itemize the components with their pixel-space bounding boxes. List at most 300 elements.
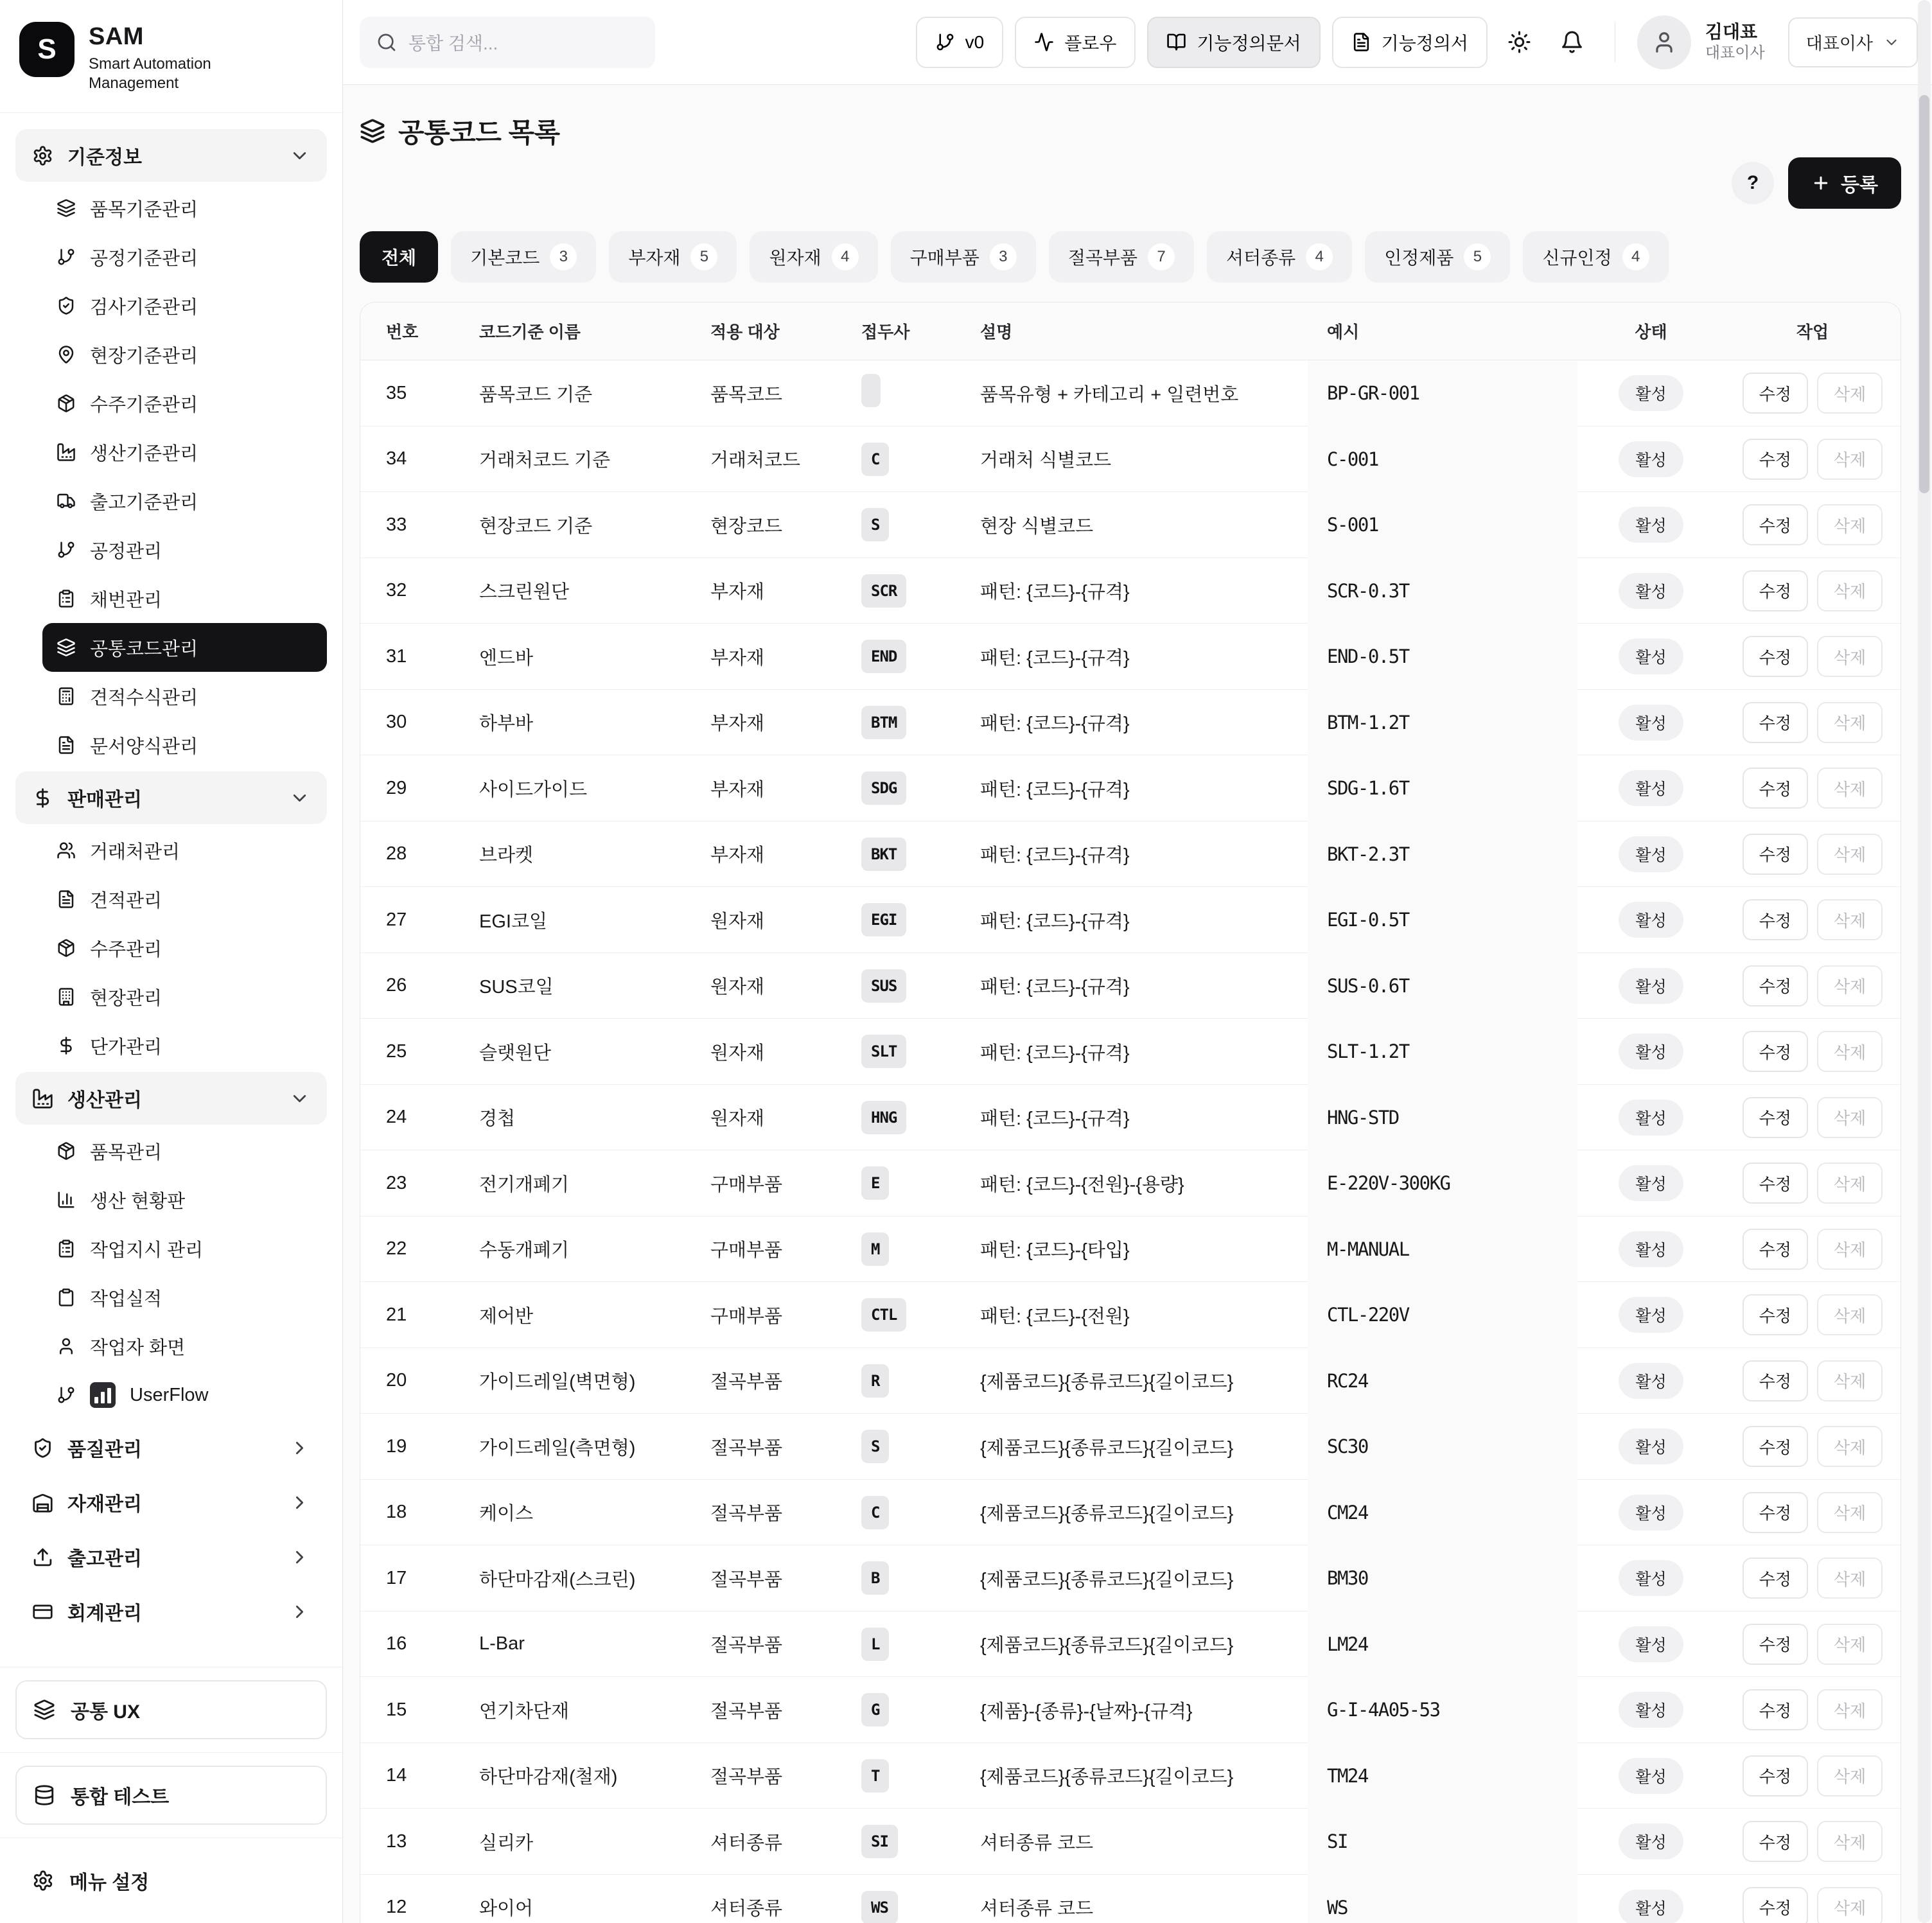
cell-name: 엔드바 — [479, 647, 534, 669]
git-branch-icon — [57, 1385, 76, 1405]
cell-prefix — [861, 1101, 980, 1134]
delete-button[interactable]: 삭제 — [1817, 1163, 1883, 1204]
sidebar-item[interactable] — [42, 574, 327, 623]
truck-icon — [57, 491, 76, 511]
app-title: SAM — [89, 23, 144, 50]
filter-chip[interactable] — [451, 231, 596, 283]
chip-count-badge: 4 — [832, 243, 859, 270]
cell-actions — [1735, 702, 1901, 743]
sidebar-item-label: 거래처관리 — [90, 841, 180, 863]
cell-status — [1577, 1823, 1735, 1859]
cell-description: {제품}-{종류}-{날짜}-{규격} — [980, 1701, 1193, 1722]
filter-chip-label: 원자재 — [769, 248, 821, 268]
table-row — [360, 426, 1901, 493]
status-badge: 활성 — [1619, 705, 1683, 741]
edit-button[interactable]: 수정 — [1743, 834, 1808, 875]
sidebar-item[interactable] — [42, 826, 327, 875]
prefix-badge: S — [861, 508, 889, 541]
cell-prefix — [861, 374, 980, 412]
sidebar-footer-label: 공통 UX — [71, 1701, 140, 1723]
sidebar-footer-item[interactable] — [15, 1680, 327, 1739]
status-badge: 활성 — [1619, 1297, 1683, 1333]
filter-chip[interactable] — [891, 231, 1036, 283]
git-branch-icon — [935, 32, 955, 52]
page-title: 공통코드 목록 — [398, 118, 560, 148]
sidebar-item[interactable] — [42, 428, 327, 477]
cell-example: WS — [1308, 1875, 1577, 1923]
cell-actions — [1735, 1426, 1901, 1467]
prefix-badge: WS — [861, 1891, 898, 1923]
prefix-badge: L — [861, 1628, 889, 1661]
cell-no: 16 — [386, 1633, 407, 1655]
cell-status — [1577, 968, 1735, 1004]
cell-actions — [1735, 439, 1901, 480]
sidebar-item[interactable] — [42, 1021, 327, 1070]
layers-icon — [33, 1699, 55, 1721]
common-code-table — [360, 302, 1901, 1923]
sidebar-item[interactable] — [42, 233, 327, 281]
edit-button[interactable]: 수정 — [1743, 1163, 1808, 1204]
delete-button[interactable]: 삭제 — [1817, 899, 1883, 940]
factory-icon — [32, 1088, 53, 1109]
clipboard-icon — [57, 1288, 76, 1307]
topbar-button[interactable] — [1332, 17, 1488, 68]
cell-no: 21 — [386, 1304, 407, 1325]
delete-button[interactable]: 삭제 — [1817, 1689, 1883, 1730]
cell-actions — [1735, 570, 1901, 611]
sidebar-item-label: 수주관리 — [90, 939, 162, 960]
edit-button[interactable]: 수정 — [1743, 1755, 1808, 1796]
cell-description: 패턴: {코드}-{규격} — [980, 1042, 1130, 1064]
table-row — [360, 755, 1901, 821]
cell-target: 절곡부품 — [710, 1437, 783, 1459]
clipboard-list-icon — [57, 1239, 76, 1258]
bell-icon — [1560, 30, 1584, 54]
edit-button[interactable]: 수정 — [1743, 1689, 1808, 1730]
prefix-badge: BTM — [861, 706, 906, 739]
cell-prefix — [861, 1693, 980, 1726]
cell-name: 사이드가이드 — [479, 779, 588, 800]
filter-chip[interactable] — [609, 231, 737, 283]
sidebar-group[interactable] — [15, 1072, 327, 1125]
cell-example: HNG-STD — [1308, 1085, 1577, 1151]
edit-button[interactable]: 수정 — [1743, 702, 1808, 743]
sidebar-item[interactable] — [42, 1127, 327, 1175]
sidebar-item[interactable] — [42, 1175, 327, 1224]
cell-example: SUS-0.6T — [1308, 953, 1577, 1019]
chip-count-badge: 3 — [990, 243, 1017, 270]
cell-description: 패턴: {코드}-{규격} — [980, 1109, 1130, 1130]
theme-toggle-button[interactable] — [1499, 22, 1540, 63]
sidebar-item-label: 작업실적 — [90, 1288, 162, 1310]
cell-no: 20 — [386, 1370, 407, 1391]
edit-button[interactable]: 수정 — [1743, 1887, 1808, 1923]
cell-target: 셔터종류 — [710, 1899, 783, 1920]
delete-button[interactable]: 삭제 — [1817, 1887, 1883, 1923]
cell-prefix — [861, 574, 980, 608]
edit-button[interactable]: 수정 — [1743, 439, 1808, 480]
topbar-button-label: 플로우 — [1064, 33, 1117, 53]
book-open-icon — [1166, 32, 1186, 52]
sidebar-item[interactable] — [42, 623, 327, 672]
cell-status — [1577, 705, 1735, 741]
delete-button[interactable]: 삭제 — [1817, 1492, 1883, 1533]
cell-status — [1577, 1297, 1735, 1333]
table-row — [360, 1743, 1901, 1809]
edit-button[interactable]: 수정 — [1743, 1031, 1808, 1072]
table-header — [360, 303, 1901, 360]
topbar-button[interactable] — [1147, 17, 1320, 68]
dollar-icon — [32, 787, 53, 809]
shield-check-icon — [57, 296, 76, 315]
edit-button[interactable]: 수정 — [1743, 1624, 1808, 1665]
sidebar-item-label: 회계관리 — [67, 1603, 142, 1624]
sidebar-item-label: 검사기준관리 — [90, 297, 198, 318]
cell-prefix — [861, 969, 980, 1003]
topbar-button[interactable] — [916, 17, 1004, 68]
delete-button[interactable]: 삭제 — [1817, 1229, 1883, 1270]
edit-button[interactable]: 수정 — [1743, 373, 1808, 414]
chevron-down-icon — [289, 1088, 310, 1109]
cell-target: 원자재 — [710, 1042, 765, 1064]
avatar[interactable] — [1637, 15, 1691, 69]
status-badge: 활성 — [1619, 1560, 1683, 1596]
sidebar-item[interactable] — [42, 1322, 327, 1371]
delete-button[interactable]: 삭제 — [1817, 439, 1883, 480]
delete-button[interactable]: 삭제 — [1817, 1097, 1883, 1138]
main-area — [343, 0, 1932, 1923]
sidebar-item[interactable] — [42, 1273, 327, 1322]
cell-target: 부자재 — [710, 779, 765, 800]
table-row — [360, 558, 1901, 624]
cell-status — [1577, 507, 1735, 543]
chevron-down-icon — [1883, 34, 1900, 51]
prefix-badge: BKT — [861, 838, 906, 871]
file-text-icon — [57, 735, 76, 755]
edit-button[interactable]: 수정 — [1743, 1294, 1808, 1335]
sidebar-item[interactable] — [42, 672, 327, 721]
cell-target: 셔터종류 — [710, 1832, 783, 1854]
topbar-button[interactable] — [1015, 17, 1136, 68]
layers-icon — [360, 118, 385, 144]
delete-button[interactable]: 삭제 — [1817, 1360, 1883, 1401]
shield-check-icon — [32, 1437, 53, 1459]
notifications-button[interactable] — [1552, 22, 1593, 63]
clipboard-list-icon — [57, 589, 76, 608]
sidebar-group[interactable] — [15, 1421, 327, 1474]
chevron-right-icon — [289, 1547, 310, 1568]
app-logo — [0, 0, 342, 113]
delete-button[interactable]: 삭제 — [1817, 636, 1883, 677]
cell-example: SC30 — [1308, 1414, 1577, 1480]
sidebar-item-label: 품목기준관리 — [90, 199, 198, 220]
cell-status — [1577, 1428, 1735, 1464]
cell-example: SLT-1.2T — [1308, 1019, 1577, 1085]
prefix-badge: SLT — [861, 1035, 906, 1068]
cell-prefix — [861, 903, 980, 936]
cell-example: BTM-1.2T — [1308, 690, 1577, 756]
cell-no: 19 — [386, 1436, 407, 1457]
sidebar-group[interactable] — [15, 771, 327, 824]
status-badge: 활성 — [1619, 1363, 1683, 1399]
sidebar-footer-label: 메뉴 설정 — [69, 1872, 150, 1893]
cell-status — [1577, 1692, 1735, 1728]
delete-button[interactable]: 삭제 — [1817, 768, 1883, 809]
sidebar-item[interactable] — [42, 924, 327, 972]
cell-name: 와이어 — [479, 1899, 534, 1920]
sidebar-item[interactable] — [42, 330, 327, 379]
cell-status — [1577, 902, 1735, 938]
sidebar-item[interactable] — [42, 379, 327, 428]
cell-actions — [1735, 1689, 1901, 1730]
cell-name: 스크린원단 — [479, 582, 570, 603]
cell-name: 거래처코드 기준 — [479, 450, 611, 471]
delete-button[interactable]: 삭제 — [1817, 1031, 1883, 1072]
cell-name: 하부바 — [479, 714, 534, 735]
delete-button[interactable]: 삭제 — [1817, 965, 1883, 1006]
status-badge: 활성 — [1619, 770, 1683, 806]
delete-button[interactable]: 삭제 — [1817, 1294, 1883, 1335]
sidebar-item-label: 현장관리 — [90, 988, 162, 1009]
help-button[interactable]: ? — [1732, 162, 1774, 204]
sidebar-footer-item[interactable] — [15, 1766, 327, 1825]
edit-button[interactable]: 수정 — [1743, 1821, 1808, 1862]
cell-example: SCR-0.3T — [1308, 558, 1577, 624]
delete-button[interactable]: 삭제 — [1817, 570, 1883, 611]
cell-no: 25 — [386, 1041, 407, 1062]
search-input[interactable] — [360, 17, 655, 68]
cell-target: 부자재 — [710, 647, 765, 669]
chip-count-badge: 3 — [550, 243, 577, 270]
cell-example: E-220V-300KG — [1308, 1150, 1577, 1216]
filter-chip[interactable] — [750, 231, 877, 283]
cell-no: 22 — [386, 1238, 407, 1260]
cell-no: 12 — [386, 1897, 407, 1918]
layers-icon — [57, 638, 76, 657]
cell-target: 절곡부품 — [710, 1701, 783, 1722]
prefix-badge: C — [861, 1496, 889, 1529]
filter-chip-label: 부자재 — [628, 248, 681, 268]
cell-example: CM24 — [1308, 1480, 1577, 1546]
filter-chip[interactable] — [1365, 231, 1510, 283]
prefix-badge: SDG — [861, 771, 906, 805]
status-badge: 활성 — [1619, 1626, 1683, 1662]
git-branch-icon — [57, 247, 76, 267]
column-header: 적용 대상 — [710, 322, 780, 342]
sidebar-group[interactable] — [15, 129, 327, 182]
edit-button[interactable]: 수정 — [1743, 636, 1808, 677]
topbar — [343, 0, 1932, 85]
register-label: 등록 — [1841, 175, 1878, 196]
cell-example: CTL-220V — [1308, 1282, 1577, 1348]
prefix-badge: CTL — [861, 1298, 906, 1331]
edit-button[interactable]: 수정 — [1743, 504, 1808, 545]
cell-actions — [1735, 834, 1901, 875]
filter-chip-label: 인정제품 — [1384, 248, 1454, 268]
filter-chip[interactable] — [1049, 231, 1194, 283]
cell-description: {제품코드}{종류코드}{길이코드} — [980, 1504, 1234, 1525]
edit-button[interactable]: 수정 — [1743, 965, 1808, 1006]
cell-description: 패턴: {코드}-{전원} — [980, 1306, 1130, 1327]
sidebar-item-label: 단가관리 — [90, 1037, 162, 1058]
cell-no: 33 — [386, 514, 407, 535]
cell-description: {제품코드}{종류코드}{길이코드} — [980, 1437, 1234, 1459]
sidebar-item-label: 수주기준관리 — [90, 394, 198, 416]
cell-prefix — [861, 1233, 980, 1266]
cell-prefix — [861, 706, 980, 739]
cell-actions — [1735, 1624, 1901, 1665]
cell-actions — [1735, 1558, 1901, 1599]
column-header: 코드기준 이름 — [479, 322, 581, 342]
sidebar-item[interactable] — [42, 184, 327, 233]
cell-prefix — [861, 1035, 980, 1068]
edit-button[interactable]: 수정 — [1743, 1558, 1808, 1599]
cell-example: G-I-4A05-53 — [1308, 1677, 1577, 1743]
status-badge: 활성 — [1619, 1165, 1683, 1201]
table-row — [360, 1150, 1901, 1216]
filter-chip[interactable] — [1523, 231, 1668, 283]
edit-button[interactable]: 수정 — [1743, 899, 1808, 940]
delete-button[interactable]: 삭제 — [1817, 834, 1883, 875]
delete-button[interactable]: 삭제 — [1817, 1821, 1883, 1862]
filter-chip[interactable] — [1207, 231, 1352, 283]
scrollbar-thumb[interactable] — [1919, 95, 1929, 493]
table-row — [360, 887, 1901, 953]
cell-name: 하단마감재(철재) — [479, 1767, 618, 1788]
cell-description: 패턴: {코드}-{규격} — [980, 845, 1130, 866]
sidebar-item-label: 채번관리 — [90, 590, 162, 611]
register-button[interactable] — [1788, 157, 1901, 209]
cell-description: 패턴: {코드}-{규격} — [980, 977, 1130, 998]
cell-target: 구매부품 — [710, 1306, 783, 1327]
edit-button[interactable]: 수정 — [1743, 1097, 1808, 1138]
column-header: 예시 — [1327, 322, 1360, 342]
table-row — [360, 360, 1901, 426]
cell-prefix — [861, 1825, 980, 1858]
database-icon — [33, 1784, 55, 1806]
cell-no: 27 — [386, 909, 407, 930]
cell-description: 패턴: {코드}-{규격} — [980, 582, 1130, 603]
filter-chip-label: 전체 — [382, 248, 417, 268]
sidebar-item[interactable] — [42, 875, 327, 924]
sidebar-item[interactable] — [42, 525, 327, 574]
status-badge: 활성 — [1619, 441, 1683, 477]
filter-chip-label: 절곡부품 — [1067, 248, 1138, 268]
cell-no: 24 — [386, 1107, 407, 1128]
sidebar-item-label: 생산 현황판 — [90, 1191, 186, 1212]
delete-button[interactable]: 삭제 — [1817, 373, 1883, 414]
cell-status — [1577, 836, 1735, 872]
prefix-badge: T — [861, 1759, 889, 1793]
sidebar-footer-section — [0, 1838, 342, 1923]
role-select[interactable] — [1788, 17, 1918, 67]
calculator-icon — [57, 687, 76, 706]
chip-count-badge: 7 — [1148, 243, 1175, 270]
cell-target: 절곡부품 — [710, 1504, 783, 1525]
cell-target: 부자재 — [710, 845, 765, 866]
cell-no: 34 — [386, 448, 407, 470]
user-name: 김대표 — [1705, 22, 1758, 42]
cell-actions — [1735, 636, 1901, 677]
sidebar-item-label: 출고관리 — [67, 1549, 142, 1570]
sidebar-item[interactable] — [42, 721, 327, 769]
filter-chip-label: 기본코드 — [470, 248, 540, 268]
sidebar-item-label: 견적수식관리 — [90, 687, 198, 708]
delete-button[interactable]: 삭제 — [1817, 1624, 1883, 1665]
status-badge: 활성 — [1619, 1033, 1683, 1069]
cell-status — [1577, 770, 1735, 806]
column-header: 번호 — [386, 322, 419, 342]
chevron-right-icon — [289, 1492, 310, 1513]
edit-button[interactable]: 수정 — [1743, 1492, 1808, 1533]
user-role: 대표이사 — [1705, 44, 1765, 62]
edit-button[interactable]: 수정 — [1743, 768, 1808, 809]
prefix-badge: G — [861, 1693, 889, 1726]
filter-chip[interactable] — [360, 231, 438, 283]
plus-icon — [1811, 173, 1831, 193]
prefix-badge: R — [861, 1364, 889, 1398]
app-subtitle: Smart Automation Management — [89, 55, 211, 92]
sidebar-item[interactable] — [42, 1371, 327, 1419]
cell-prefix — [861, 1496, 980, 1529]
cell-target: 원자재 — [710, 1109, 765, 1130]
sidebar-item-label: 기준정보 — [67, 147, 142, 168]
cell-status — [1577, 1165, 1735, 1201]
sidebar-footer-item[interactable] — [15, 1851, 327, 1910]
cell-actions — [1735, 1294, 1901, 1335]
sidebar-group[interactable] — [15, 1531, 327, 1583]
edit-button[interactable]: 수정 — [1743, 570, 1808, 611]
sidebar-item-label: UserFlow — [130, 1384, 209, 1405]
status-badge: 활성 — [1619, 902, 1683, 938]
cell-target: 절곡부품 — [710, 1635, 783, 1656]
edit-button[interactable]: 수정 — [1743, 1360, 1808, 1401]
table-row — [360, 1282, 1901, 1348]
cell-example: S-001 — [1308, 492, 1577, 558]
cell-actions — [1735, 1097, 1901, 1138]
delete-button[interactable]: 삭제 — [1817, 702, 1883, 743]
cell-description: 패턴: {코드}-{규격} — [980, 714, 1130, 735]
cell-no: 29 — [386, 777, 407, 798]
sidebar-item-label: 생산관리 — [67, 1090, 142, 1111]
cell-actions — [1735, 1360, 1901, 1401]
sidebar-item[interactable] — [42, 281, 327, 330]
cell-name: 현장코드 기준 — [479, 516, 593, 537]
sidebar-item[interactable] — [42, 1224, 327, 1273]
sidebar-item-label: 작업자 화면 — [90, 1337, 186, 1358]
sidebar-group[interactable] — [15, 1585, 327, 1638]
cell-description: 패턴: {코드}-{전원}-{용량} — [980, 1174, 1184, 1195]
cell-description: 셔터종류 코드 — [980, 1832, 1094, 1854]
table-row — [360, 1348, 1901, 1414]
credit-card-icon — [32, 1601, 53, 1622]
sidebar-item[interactable] — [42, 477, 327, 525]
cell-status — [1577, 1626, 1735, 1662]
filter-chip-label: 셔터종류 — [1226, 248, 1296, 268]
edit-button[interactable]: 수정 — [1743, 1426, 1808, 1467]
prefix-badge: SCR — [861, 574, 906, 608]
delete-button[interactable]: 삭제 — [1817, 1755, 1883, 1796]
cell-status — [1577, 1890, 1735, 1923]
delete-button[interactable]: 삭제 — [1817, 504, 1883, 545]
cell-example: BKT-2.3T — [1308, 821, 1577, 888]
package-icon — [57, 1141, 76, 1161]
delete-button[interactable]: 삭제 — [1817, 1426, 1883, 1467]
edit-button[interactable]: 수정 — [1743, 1229, 1808, 1270]
sidebar-item[interactable] — [42, 972, 327, 1021]
sidebar-group[interactable] — [15, 1476, 327, 1529]
delete-button[interactable]: 삭제 — [1817, 1558, 1883, 1599]
